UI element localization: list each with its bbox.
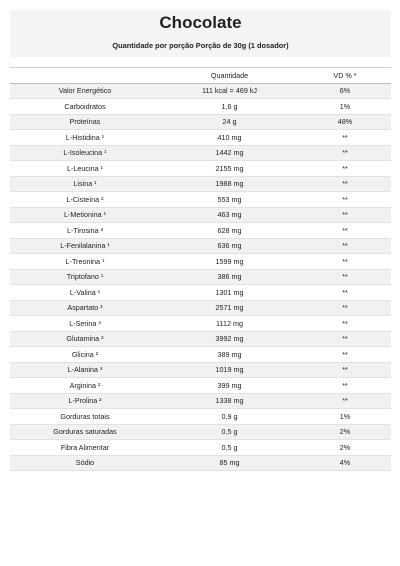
header-daily-value: VD % * [299, 68, 391, 84]
table-row [10, 455, 391, 471]
quantity-cell: 111 kcal = 469 kJ [160, 83, 299, 99]
quantity-cell: 0,5 g [160, 424, 299, 440]
daily-value-cell: ** [299, 130, 391, 146]
quantity-cell: 1019 mg [160, 362, 299, 378]
nutrient-cell: Glicina ² [10, 347, 160, 363]
daily-value-cell: 1% [299, 409, 391, 425]
nutrient-cell: Triptofano ¹ [10, 269, 160, 285]
table-row [10, 424, 391, 440]
quantity-cell: 628 mg [160, 223, 299, 239]
daily-value-cell: ** [299, 223, 391, 239]
quantity-cell: 386 mg [160, 269, 299, 285]
nutrient-cell: L-Serina ³ [10, 316, 160, 332]
nutrient-cell: L-Valina ¹ [10, 285, 160, 301]
quantity-cell: 1,6 g [160, 99, 299, 115]
nutrient-cell: L-Metionina ¹ [10, 207, 160, 223]
nutrient-cell: Proteínas [10, 114, 160, 130]
header-nutrient [10, 68, 160, 84]
header-row [10, 68, 391, 84]
quantity-cell: 2155 mg [160, 161, 299, 177]
table-row [10, 223, 391, 239]
daily-value-cell: 2% [299, 440, 391, 456]
daily-value-cell: 48% [299, 114, 391, 130]
table-row [10, 347, 391, 363]
quantity-cell: 0,5 g [160, 440, 299, 456]
table-row [10, 254, 391, 270]
table-row [10, 269, 391, 285]
quantity-cell: 0,9 g [160, 409, 299, 425]
table-row [10, 440, 391, 456]
nutrient-cell: L-Treonina ¹ [10, 254, 160, 270]
table-row [10, 176, 391, 192]
header-quantity: Quantidade [160, 68, 299, 84]
daily-value-cell: 1% [299, 99, 391, 115]
daily-value-cell: ** [299, 378, 391, 394]
nutrition-table [10, 67, 391, 471]
table-row [10, 378, 391, 394]
daily-value-cell: ** [299, 316, 391, 332]
serving-size-subtitle: Quantidade por porção Porção de 30g (1 dosador) [10, 39, 391, 57]
daily-value-cell: ** [299, 347, 391, 363]
daily-value-cell: ** [299, 254, 391, 270]
nutrient-cell: L-Tirosina ³ [10, 223, 160, 239]
table-row [10, 207, 391, 223]
nutrient-cell: L-Alanina ³ [10, 362, 160, 378]
daily-value-cell: ** [299, 331, 391, 347]
nutrient-cell: Valor Energético [10, 83, 160, 99]
quantity-cell: 389 mg [160, 347, 299, 363]
table-row [10, 114, 391, 130]
nutrient-cell: L-Histidina ¹ [10, 130, 160, 146]
table-row [10, 130, 391, 146]
quantity-cell: 1599 mg [160, 254, 299, 270]
nutrient-cell: Lisina ¹ [10, 176, 160, 192]
table-row [10, 362, 391, 378]
quantity-cell: 2571 mg [160, 300, 299, 316]
nutrient-cell: Fibra Alimentar [10, 440, 160, 456]
daily-value-cell: ** [299, 192, 391, 208]
table-row [10, 300, 391, 316]
nutrient-cell: L-Fenilalanina ¹ [10, 238, 160, 254]
nutrition-facts-panel [10, 10, 391, 471]
page-title: Chocolate [10, 10, 391, 39]
nutrient-cell: Glutamina ² [10, 331, 160, 347]
table-row [10, 192, 391, 208]
nutrient-cell: Arginina ² [10, 378, 160, 394]
daily-value-cell: ** [299, 207, 391, 223]
quantity-cell: 24 g [160, 114, 299, 130]
daily-value-cell: ** [299, 145, 391, 161]
daily-value-cell: ** [299, 285, 391, 301]
table-header [10, 68, 391, 84]
daily-value-cell: ** [299, 300, 391, 316]
quantity-cell: 553 mg [160, 192, 299, 208]
quantity-cell: 1301 mg [160, 285, 299, 301]
quantity-cell: 3992 mg [160, 331, 299, 347]
table-row [10, 285, 391, 301]
quantity-cell: 399 mg [160, 378, 299, 394]
table-row [10, 99, 391, 115]
nutrient-cell: L-Prolina ² [10, 393, 160, 409]
quantity-cell: 636 mg [160, 238, 299, 254]
quantity-cell: 85 mg [160, 455, 299, 471]
table-row [10, 331, 391, 347]
nutrient-cell: L-Isoleucina ¹ [10, 145, 160, 161]
daily-value-cell: 6% [299, 83, 391, 99]
quantity-cell: 463 mg [160, 207, 299, 223]
daily-value-cell: 4% [299, 455, 391, 471]
table-row [10, 393, 391, 409]
nutrient-cell: Gorduras totais [10, 409, 160, 425]
daily-value-cell: ** [299, 161, 391, 177]
table-row [10, 316, 391, 332]
table-row [10, 161, 391, 177]
daily-value-cell: 2% [299, 424, 391, 440]
daily-value-cell: ** [299, 238, 391, 254]
daily-value-cell: ** [299, 176, 391, 192]
table-row [10, 145, 391, 161]
quantity-cell: 1112 mg [160, 316, 299, 332]
table-row [10, 238, 391, 254]
quantity-cell: 1338 mg [160, 393, 299, 409]
nutrient-cell: L-Cisteína ² [10, 192, 160, 208]
quantity-cell: 1988 mg [160, 176, 299, 192]
quantity-cell: 1442 mg [160, 145, 299, 161]
nutrient-cell: L-Leucina ¹ [10, 161, 160, 177]
daily-value-cell: ** [299, 269, 391, 285]
table-body [10, 83, 391, 471]
daily-value-cell: ** [299, 362, 391, 378]
nutrient-cell: Sódio [10, 455, 160, 471]
nutrient-cell: Aspartato ³ [10, 300, 160, 316]
quantity-cell: 410 mg [160, 130, 299, 146]
nutrient-cell: Carboidratos [10, 99, 160, 115]
nutrient-cell: Gorduras saturadas [10, 424, 160, 440]
table-row [10, 83, 391, 99]
table-row [10, 409, 391, 425]
daily-value-cell: ** [299, 393, 391, 409]
